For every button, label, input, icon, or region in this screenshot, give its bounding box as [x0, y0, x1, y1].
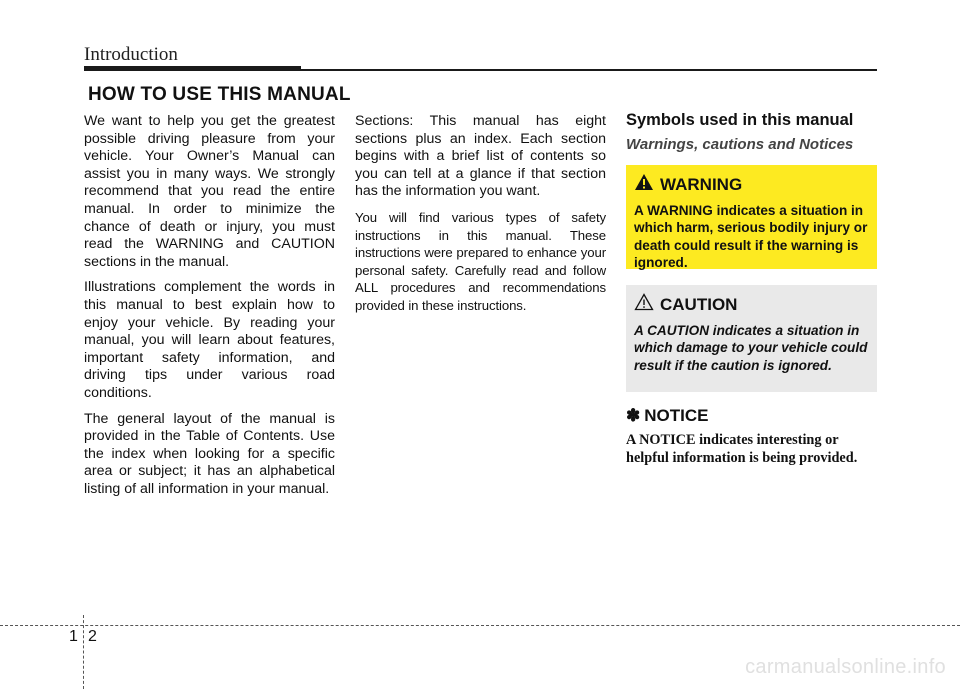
column-1: [84, 113, 335, 506]
paragraph-intro: We want to help you get the greatest possible driving pleasure from your vehicle. Your Owner’s Manual can assist you in many ways. We strongly recommend that you read the entire manual. In order to minimize the chance of death or injury, you must read the WARNING and CAUTION sections in the manual.: [84, 113, 335, 270]
caution-box: [626, 285, 877, 392]
caution-text: A CAUTION indicates a situation in which damage to your vehicle could result if the caution is ignored.: [634, 323, 868, 373]
page-number: 2: [88, 628, 97, 645]
warning-triangle-icon: [634, 173, 654, 196]
symbols-subtitle: Warnings, cautions and Notices: [626, 136, 854, 153]
footer-vertical-divider: [83, 615, 84, 689]
header-rule-thin: [301, 69, 877, 71]
warning-box: [626, 165, 877, 269]
notice-text: A NOTICE indicates interesting or helpful information is being provided.: [626, 432, 858, 466]
caution-triangle-icon: [634, 293, 654, 316]
notice-title: [626, 406, 708, 426]
notice-star-icon: ✽: [626, 406, 641, 425]
warning-label: WARNING: [660, 174, 743, 194]
column-2: [355, 113, 606, 323]
notice-label: NOTICE: [644, 406, 709, 425]
header-rule-thick: [84, 66, 301, 71]
symbols-title: Symbols used in this manual: [626, 111, 854, 129]
paragraph-sections: Sections: This manual has eight sections plus an index. Each section begins with a brief list of contents so you can tell at a glance if that section has the information you want.: [355, 113, 606, 200]
caution-label: CAUTION: [660, 294, 738, 314]
header-title: Introduction: [84, 44, 178, 65]
paragraph-safety: You will find various types of safety instructions in this manual. These instructions were prepared to enhance your personal safety. Carefully read and follow ALL procedures and recommendations provided in these instructions.: [355, 209, 606, 313]
warning-text: A WARNING indicates a situation in which harm, serious bodily injury or death could result if the warning is ignored.: [634, 203, 868, 271]
paragraph-layout: The general layout of the manual is provided in the Table of Contents. Use the index when looking for a specific area or subject; it has an alphabetical listing of all information in your manual.: [84, 410, 335, 497]
chapter-number: 1: [69, 628, 78, 645]
watermark: carmanualsonline.info: [745, 656, 946, 678]
paragraph-illustrations: Illustrations complement the words in this manual to best explain how to enjoy your vehicle. By reading your manual, you will learn about features, important safety information, and driving tips under various road conditions.: [84, 279, 335, 401]
section-heading: HOW TO USE THIS MANUAL: [84, 82, 357, 110]
column-3: [626, 111, 877, 153]
footer-divider: [0, 625, 960, 626]
